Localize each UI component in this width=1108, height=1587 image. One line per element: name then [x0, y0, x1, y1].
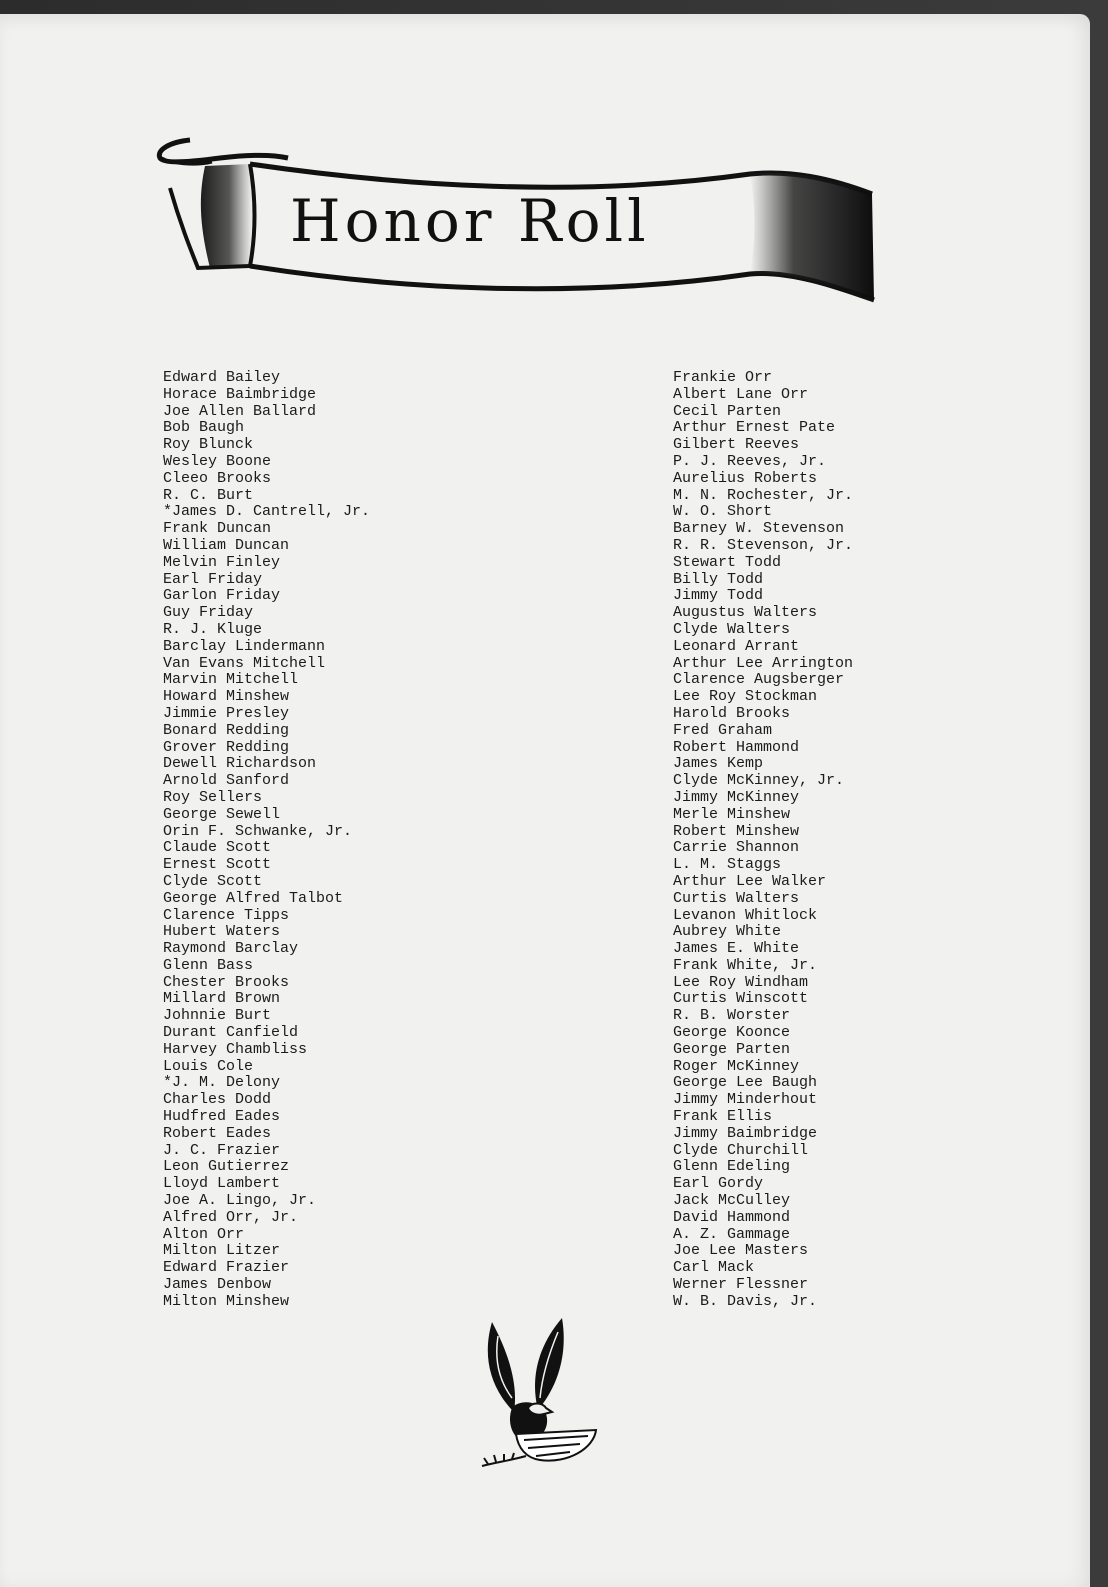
list-item: A. Z. Gammage — [673, 1225, 791, 1243]
list-item: Robert Minshew — [673, 822, 800, 840]
list-item: Clyde Scott — [163, 872, 263, 890]
list-item: Dewell Richardson — [163, 755, 317, 773]
list-item: Carl Mack — [673, 1259, 755, 1277]
list-item: Clyde Walters — [673, 620, 791, 638]
list-item: Roger McKinney — [673, 1057, 800, 1075]
list-item: *James D. Cantrell, Jr. — [163, 503, 371, 521]
list-item: Earl Gordy — [673, 1175, 764, 1193]
list-item: Milton Minshew — [163, 1292, 290, 1310]
list-item: Claude Scott — [163, 839, 272, 857]
list-item: Johnnie Burt — [163, 1007, 272, 1025]
list-item: George Koonce — [673, 1024, 791, 1042]
list-item: Merle Minshew — [673, 805, 791, 823]
list-item: Bob Baugh — [163, 419, 245, 437]
list-item: Clyde Churchill — [673, 1141, 809, 1159]
list-item: Robert Eades — [163, 1124, 272, 1142]
list-item: Clarence Augsberger — [673, 671, 845, 689]
list-item: R. B. Worster — [673, 1007, 791, 1025]
list-item: Melvin Finley — [163, 553, 281, 571]
list-item: William Duncan — [163, 536, 290, 554]
list-item: Glenn Bass — [163, 956, 254, 974]
list-item: Billy Todd — [673, 570, 764, 588]
list-item: Aurelius Roberts — [673, 469, 818, 487]
list-item: Raymond Barclay — [163, 940, 299, 958]
page-title: Honor Roll — [290, 187, 650, 255]
list-item: W. O. Short — [673, 503, 773, 521]
list-item: Durant Canfield — [163, 1024, 299, 1042]
list-item: Frankie Orr — [673, 369, 773, 386]
list-item: Charles Dodd — [163, 1091, 272, 1109]
list-item: Guy Friday — [163, 604, 254, 622]
list-item: Clyde McKinney, Jr. — [673, 772, 845, 790]
honor-roll-right-column — [673, 370, 853, 1311]
list-item: Frank Duncan — [163, 520, 272, 538]
list-item: Levanon Whitlock — [673, 906, 818, 924]
list-item: J. C. Frazier — [163, 1141, 281, 1159]
list-item: Albert Lane Orr — [673, 385, 809, 403]
list-item: James Kemp — [673, 755, 764, 773]
list-item: Gilbert Reeves — [673, 436, 800, 454]
eagle-icon — [478, 1316, 608, 1476]
list-item: George Parten — [673, 1040, 791, 1058]
list-item: Frank Ellis — [673, 1108, 773, 1126]
list-item: Edward Frazier — [163, 1259, 290, 1277]
list-item: R. C. Burt — [163, 486, 254, 504]
list-item: Milton Litzer — [163, 1242, 281, 1260]
list-item: Lee Roy Windham — [673, 973, 809, 991]
list-item: Clarence Tipps — [163, 906, 290, 924]
list-item: Joe Allen Ballard — [163, 402, 317, 420]
list-item: George Alfred Talbot — [163, 889, 344, 907]
list-item: Ernest Scott — [163, 856, 272, 874]
list-item: Leon Gutierrez — [163, 1158, 290, 1176]
list-item: Jimmy McKinney — [673, 788, 800, 806]
list-item: Orin F. Schwanke, Jr. — [163, 822, 353, 840]
list-item: Fred Graham — [673, 721, 773, 739]
list-item: Joe A. Lingo, Jr. — [163, 1192, 317, 1210]
list-item: Harvey Chambliss — [163, 1040, 308, 1058]
list-item: Howard Minshew — [163, 688, 290, 706]
list-item: Curtis Winscott — [673, 990, 809, 1008]
list-item: Leonard Arrant — [673, 637, 800, 655]
list-item: Louis Cole — [163, 1057, 254, 1075]
list-item: R. J. Kluge — [163, 620, 263, 638]
list-item: Harold Brooks — [673, 704, 791, 722]
list-item: Arthur Lee Walker — [673, 872, 827, 890]
list-item: Glenn Edeling — [673, 1158, 791, 1176]
list-item: Carrie Shannon — [673, 839, 800, 857]
list-item: Horace Baimbridge — [163, 385, 317, 403]
list-item: Aubrey White — [673, 923, 782, 941]
list-item: W. B. Davis, Jr. — [673, 1292, 818, 1310]
list-item: James E. White — [673, 940, 800, 958]
list-item: Roy Blunck — [163, 436, 254, 454]
list-item: Barney W. Stevenson — [673, 520, 845, 538]
list-item: Hubert Waters — [163, 923, 281, 941]
list-item: James Denbow — [163, 1276, 272, 1294]
list-item: Millard Brown — [163, 990, 281, 1008]
honor-roll-left-column — [163, 370, 370, 1311]
list-item: George Lee Baugh — [673, 1074, 818, 1092]
list-item: Arthur Ernest Pate — [673, 419, 836, 437]
list-item: Garlon Friday — [163, 587, 281, 605]
list-item: Edward Bailey — [163, 369, 281, 386]
list-item: Cecil Parten — [673, 402, 782, 420]
list-item: George Sewell — [163, 805, 281, 823]
list-item: L. M. Staggs — [673, 856, 782, 874]
list-item: Arnold Sanford — [163, 772, 290, 790]
list-item: Grover Redding — [163, 738, 290, 756]
list-item: Jack McCulley — [673, 1192, 791, 1210]
list-item: Alton Orr — [163, 1225, 245, 1243]
list-item: Marvin Mitchell — [163, 671, 299, 689]
list-item: P. J. Reeves, Jr. — [673, 452, 827, 470]
list-item: Cleeo Brooks — [163, 469, 272, 487]
list-item: Wesley Boone — [163, 452, 272, 470]
list-item: Jimmy Baimbridge — [673, 1124, 818, 1142]
list-item: Joe Lee Masters — [673, 1242, 809, 1260]
list-item: Jimmy Todd — [673, 587, 764, 605]
list-item: Hudfred Eades — [163, 1108, 281, 1126]
list-item: R. R. Stevenson, Jr. — [673, 536, 854, 554]
list-item: Jimmie Presley — [163, 704, 290, 722]
list-item: Lee Roy Stockman — [673, 688, 818, 706]
list-item: Robert Hammond — [673, 738, 800, 756]
list-item: Jimmy Minderhout — [673, 1091, 818, 1109]
list-item: Augustus Walters — [673, 604, 818, 622]
list-item: Earl Friday — [163, 570, 263, 588]
list-item: *J. M. Delony — [163, 1074, 281, 1092]
list-item: Barclay Lindermann — [163, 637, 326, 655]
list-item: Frank White, Jr. — [673, 956, 818, 974]
list-item: Stewart Todd — [673, 553, 782, 571]
list-item: Curtis Walters — [673, 889, 800, 907]
list-item: Bonard Redding — [163, 721, 290, 739]
list-item: Werner Flessner — [673, 1276, 809, 1294]
list-item: Chester Brooks — [163, 973, 290, 991]
list-item: Arthur Lee Arrington — [673, 654, 854, 672]
list-item: Lloyd Lambert — [163, 1175, 281, 1193]
list-item: Alfred Orr, Jr. — [163, 1208, 299, 1226]
list-item: M. N. Rochester, Jr. — [673, 486, 854, 504]
list-item: Roy Sellers — [163, 788, 263, 806]
list-item: Van Evans Mitchell — [163, 654, 326, 672]
list-item: David Hammond — [673, 1208, 791, 1226]
